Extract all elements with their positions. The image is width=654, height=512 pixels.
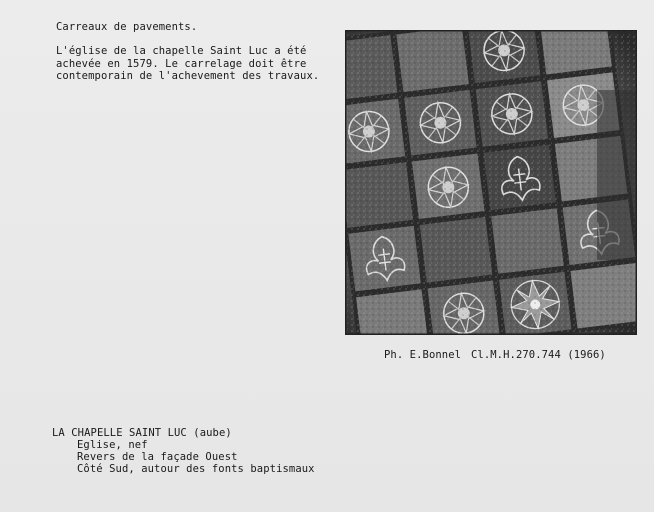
location-line-2: Revers de la façade Ouest xyxy=(77,451,238,463)
photo-reference: Cl.M.H.270.744 (1966) xyxy=(471,349,606,361)
location-line-1: Eglise, nef xyxy=(77,439,148,451)
caption-title: Carreaux de pavements. xyxy=(56,21,198,33)
location-line-3: Côté Sud, autour des fonts baptismaux xyxy=(77,463,315,475)
description-line-1: L'église de la chapelle Saint Luc a été xyxy=(56,45,307,57)
photo-credit: Ph. E.Bonnel xyxy=(384,349,462,361)
floor-tiles-photo xyxy=(345,30,637,335)
location-place: LA CHAPELLE SAINT LUC (aube) xyxy=(52,427,232,439)
description-line-3: contemporain de l'achevement des travaux. xyxy=(56,70,320,82)
description-line-2: achevée en 1579. Le carrelage doit être xyxy=(56,58,307,70)
